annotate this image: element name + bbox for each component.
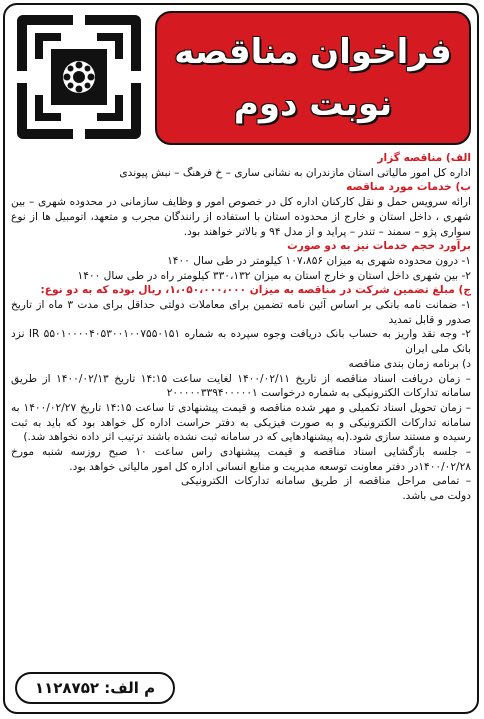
section-b-text: ارائه سرویس حمل و نقل کارکنان اداره کل در خصوص امور و وظایف سازمانی در محدوده شهری – بین شهری ، داخل استان و خارج از محدوده استان با استفاده از رانندگان مجرب و متعهد، اتومبیل ها از نوع سواری پژو – سمند – تندر – پراید و از مدل ۹۴ و بالاتر خواهند بود. [11,196,471,238]
announcement-body [11,151,471,504]
section-a-text: اداره کل امور مالیاتی استان مازندران به نشانی ساری – خ فرهنگ – نبش پیوندی [119,166,471,179]
organization-logo-icon [13,11,145,143]
section-c-heading: ج) مبلغ تضمین شرکت در مناقصه به میزان ۱،۰۵۰،۰۰۰،۰۰۰، ریال بوده که به دو نوع: [40,284,471,297]
title-line-1: فراخوان مناقصه [174,32,452,72]
section-b-heading: ب) خدمات مورد مناقصه [346,181,471,194]
title-banner [155,11,471,145]
reference-code-badge: م الف: ۱۱۲۸۷۵۲ [15,672,175,704]
title-line-2: نوبت دوم [233,84,393,124]
header [5,5,477,149]
section-d-item-4: – تمامی مراحل مناقصه از طریق سامانه تدارکات الکترونیکی دولت می باشد. [181,475,471,503]
estimate-item-2: ۲- بین شهری داخل استان و خارج استان به میزان ۳۳۰،۱۳۲ کیلومتر راه در طی سال ۱۴۰۰ [77,269,471,282]
section-d-item-3: – جلسه بازگشایی اسناد مناقصه و قیمت پیشنهادی راس ساعت ۱۰ صبح روزسه شنبه مورخ ۱۴۰۰/۰۲/۲۸در دفتر معاونت توسعه مدیریت و منابع انسانی اداره کل امور مالیاتی خواهد بود. [11,446,471,473]
announcement-frame [3,3,479,714]
section-d-item-1: – زمان دریافت اسناد مناقصه از تاریخ ۱۴۰۰/۰۲/۱۱ لغایت ساعت ۱۴:۱۵ تاریخ ۱۴۰۰/۰۲/۱۳ از طریق سامانه تدارکات الکترونیکی به شماره درخواست ۲۰۰۰۰۰۳۳۹۴۰۰۰۰۰۱ [11,372,471,400]
section-a-heading: الف) مناقصه گزار [377,152,471,164]
section-c-item-2: ۲- وجه نقد واریز به حساب بانک دریافت وجوه سپرده به شماره IR ۵۵۰۱۰۰۰۰۴۰۵۳۰۰۱۰۰۷۵۵۰۱۵۱ نزد بانک ملی ایران [11,328,471,356]
section-d-item-2: – زمان تحویل اسناد تکمیلی و مهر شده مناقصه و قیمت پیشنهادی تا ساعت ۱۴:۱۵ تاریخ ۱۴۰۰/۰۲/۲۷ به سامانه تدارکات الکترونیکی و به صورت فیزیکی به دفتر حراست اداره کل خواهد بود که باید به ثبت رسیده و مستند سازی شود.(به پیشنهادهایی که در سامانه ثبت نشده باشند ترتیب اثر داده نخواهد شد.) [11,401,472,444]
estimate-heading: برآورد حجم خدمات نیز به دو صورت [287,240,471,253]
section-d-heading: د) برنامه زمان بندی مناقصه [348,357,471,370]
estimate-item-1: ۱- درون محدوده شهری به میزان ۱۰۷،۸۵۶ کیلومتر در طی سال ۱۴۰۰ [167,254,471,267]
section-c-item-1: ۱- ضمانت نامه بانکی بر اساس آئین نامه تضمین برای معاملات دولتی حداقل برای مدت ۳ ماه از تاریخ صدور و قابل تمدید [11,299,471,326]
